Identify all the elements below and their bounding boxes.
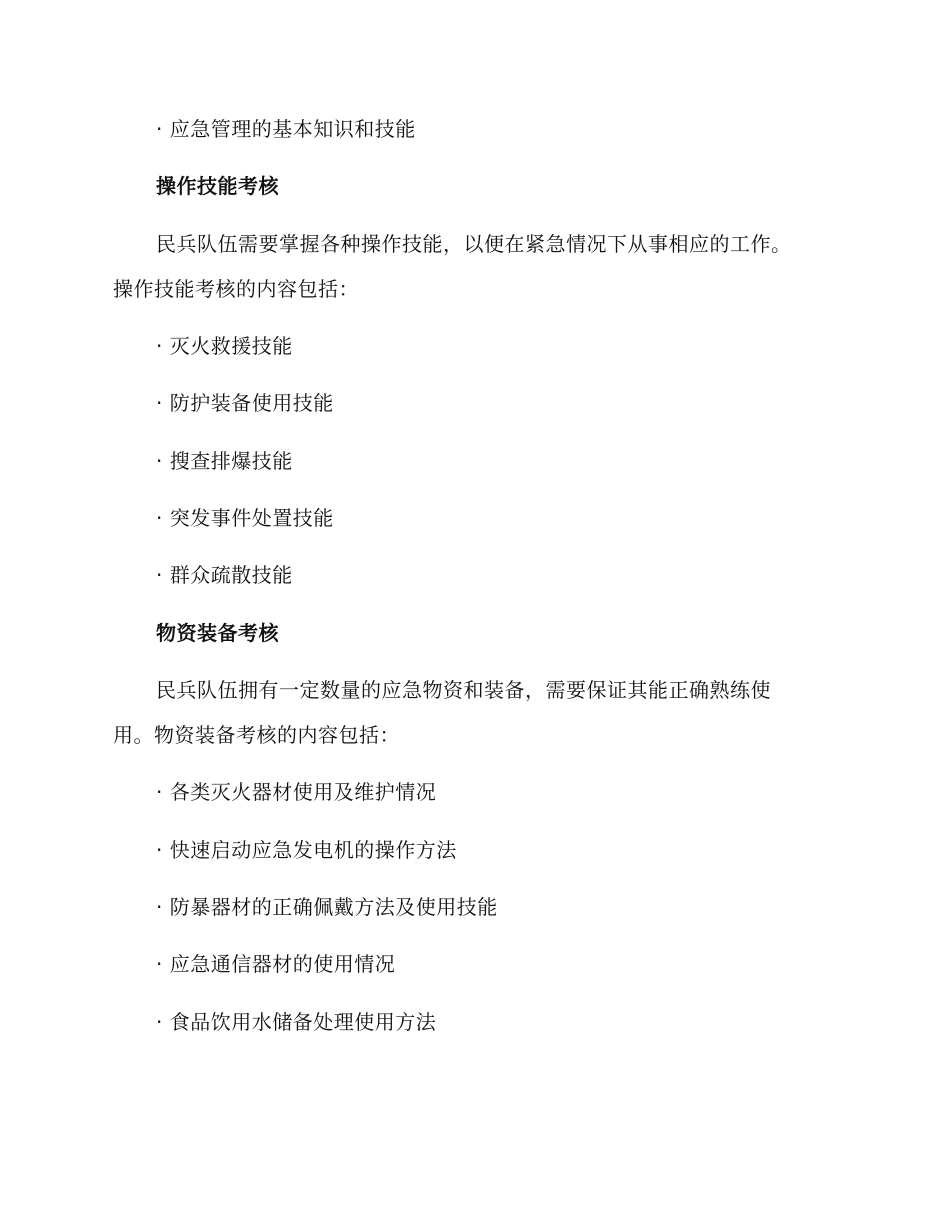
list-item: · 应急通信器材的使用情况 — [156, 952, 396, 976]
paragraph-line: 民兵队伍需要掌握各种操作技能，以便在紧急情况下从事相应的工作。 — [156, 232, 792, 256]
list-item: · 群众疏散技能 — [156, 563, 293, 587]
list-item: · 快速启动应急发电机的操作方法 — [156, 838, 457, 862]
section-heading-operation-skills: 操作技能考核 — [156, 174, 279, 198]
paragraph-line: 用。物资装备考核的内容包括： — [113, 723, 400, 747]
list-item: · 突发事件处置技能 — [156, 506, 334, 530]
list-item: · 应急管理的基本知识和技能 — [156, 117, 416, 141]
paragraph-line: 操作技能考核的内容包括： — [113, 277, 359, 301]
paragraph-line: 民兵队伍拥有一定数量的应急物资和装备，需要保证其能正确熟练使 — [156, 678, 771, 702]
section-heading-materials: 物资装备考核 — [156, 621, 279, 645]
list-item: · 各类灭火器材使用及维护情况 — [156, 780, 437, 804]
list-item: · 防暴器材的正确佩戴方法及使用技能 — [156, 895, 498, 919]
list-item: · 搜查排爆技能 — [156, 449, 293, 473]
list-item: · 食品饮用水储备处理使用方法 — [156, 1010, 437, 1034]
list-item: · 防护装备使用技能 — [156, 391, 334, 415]
list-item: · 灭火救援技能 — [156, 334, 293, 358]
